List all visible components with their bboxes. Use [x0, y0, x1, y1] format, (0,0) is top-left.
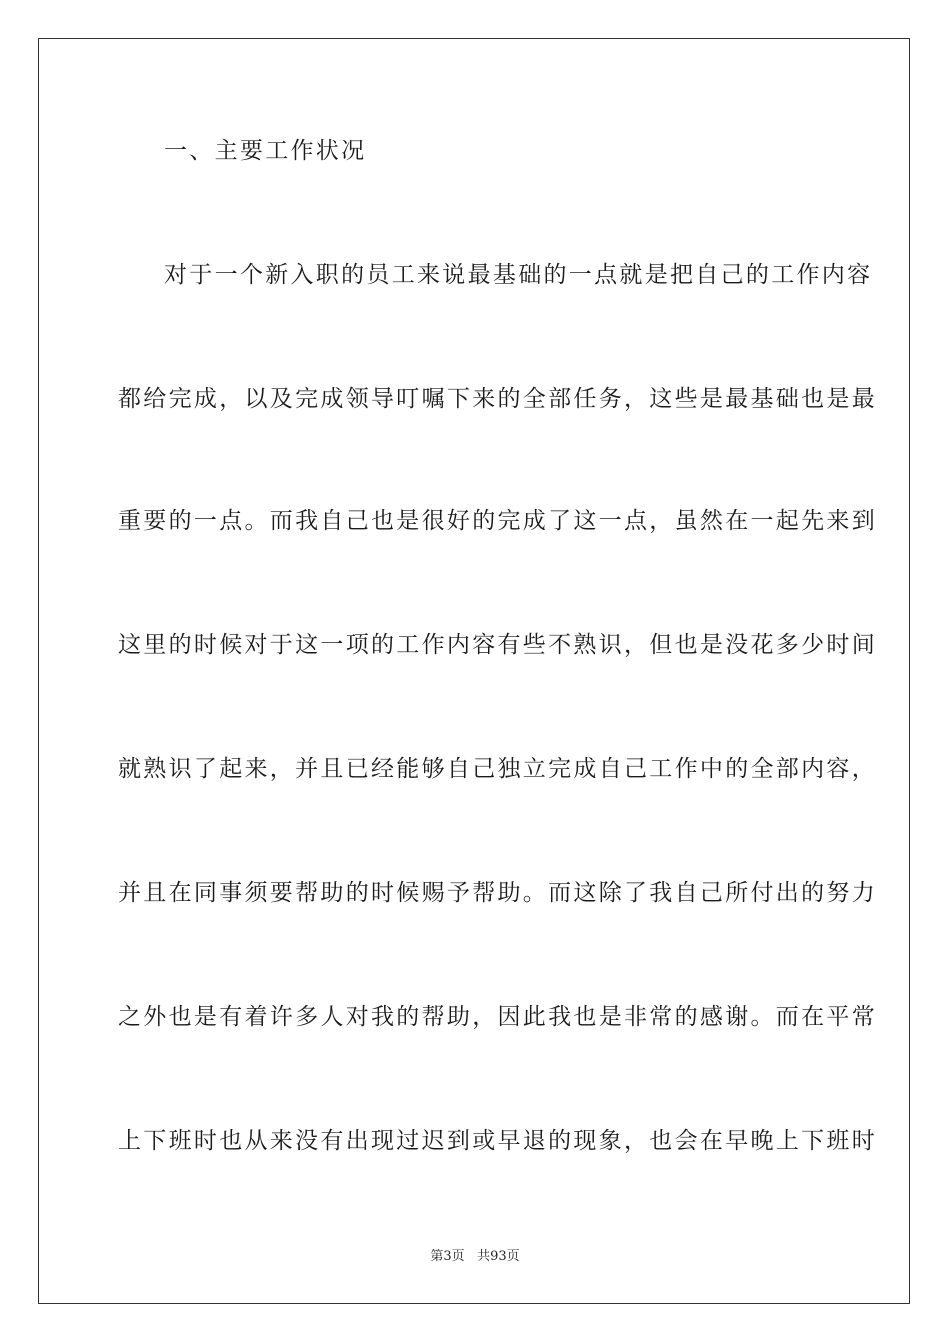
- paragraph-line-6: 并且在同事须要帮助的时候赐予帮助。而这除了我自己所付出的努力: [118, 880, 877, 906]
- page-border: [38, 38, 910, 1304]
- paragraph-line-7: 之外也是有着许多人对我的帮助，因此我也是非常的感谢。而在平常: [118, 1004, 877, 1030]
- paragraph-line-5: 就熟识了起来，并且已经能够自己独立完成自己工作中的全部内容，: [118, 756, 877, 782]
- section-heading: 一、主要工作状况: [164, 138, 367, 164]
- page-number-total: 共93页: [477, 1249, 520, 1264]
- page-footer: [0, 1248, 950, 1266]
- paragraph-line-2: 都给完成，以及完成领导叮嘱下来的全部任务，这些是最基础也是最: [118, 386, 877, 412]
- paragraph-line-1: 对于一个新入职的员工来说最基础的一点就是把自己的工作内容: [164, 262, 873, 288]
- paragraph-line-4: 这里的时候对于这一项的工作内容有些不熟识，但也是没花多少时间: [118, 632, 877, 658]
- paragraph-line-3: 重要的一点。而我自己也是很好的完成了这一点，虽然在一起先来到: [118, 508, 877, 534]
- paragraph-line-8: 上下班时也从来没有出现过迟到或早退的现象，也会在早晚上下班时: [118, 1128, 877, 1154]
- page-number-current: 第3页: [430, 1249, 465, 1264]
